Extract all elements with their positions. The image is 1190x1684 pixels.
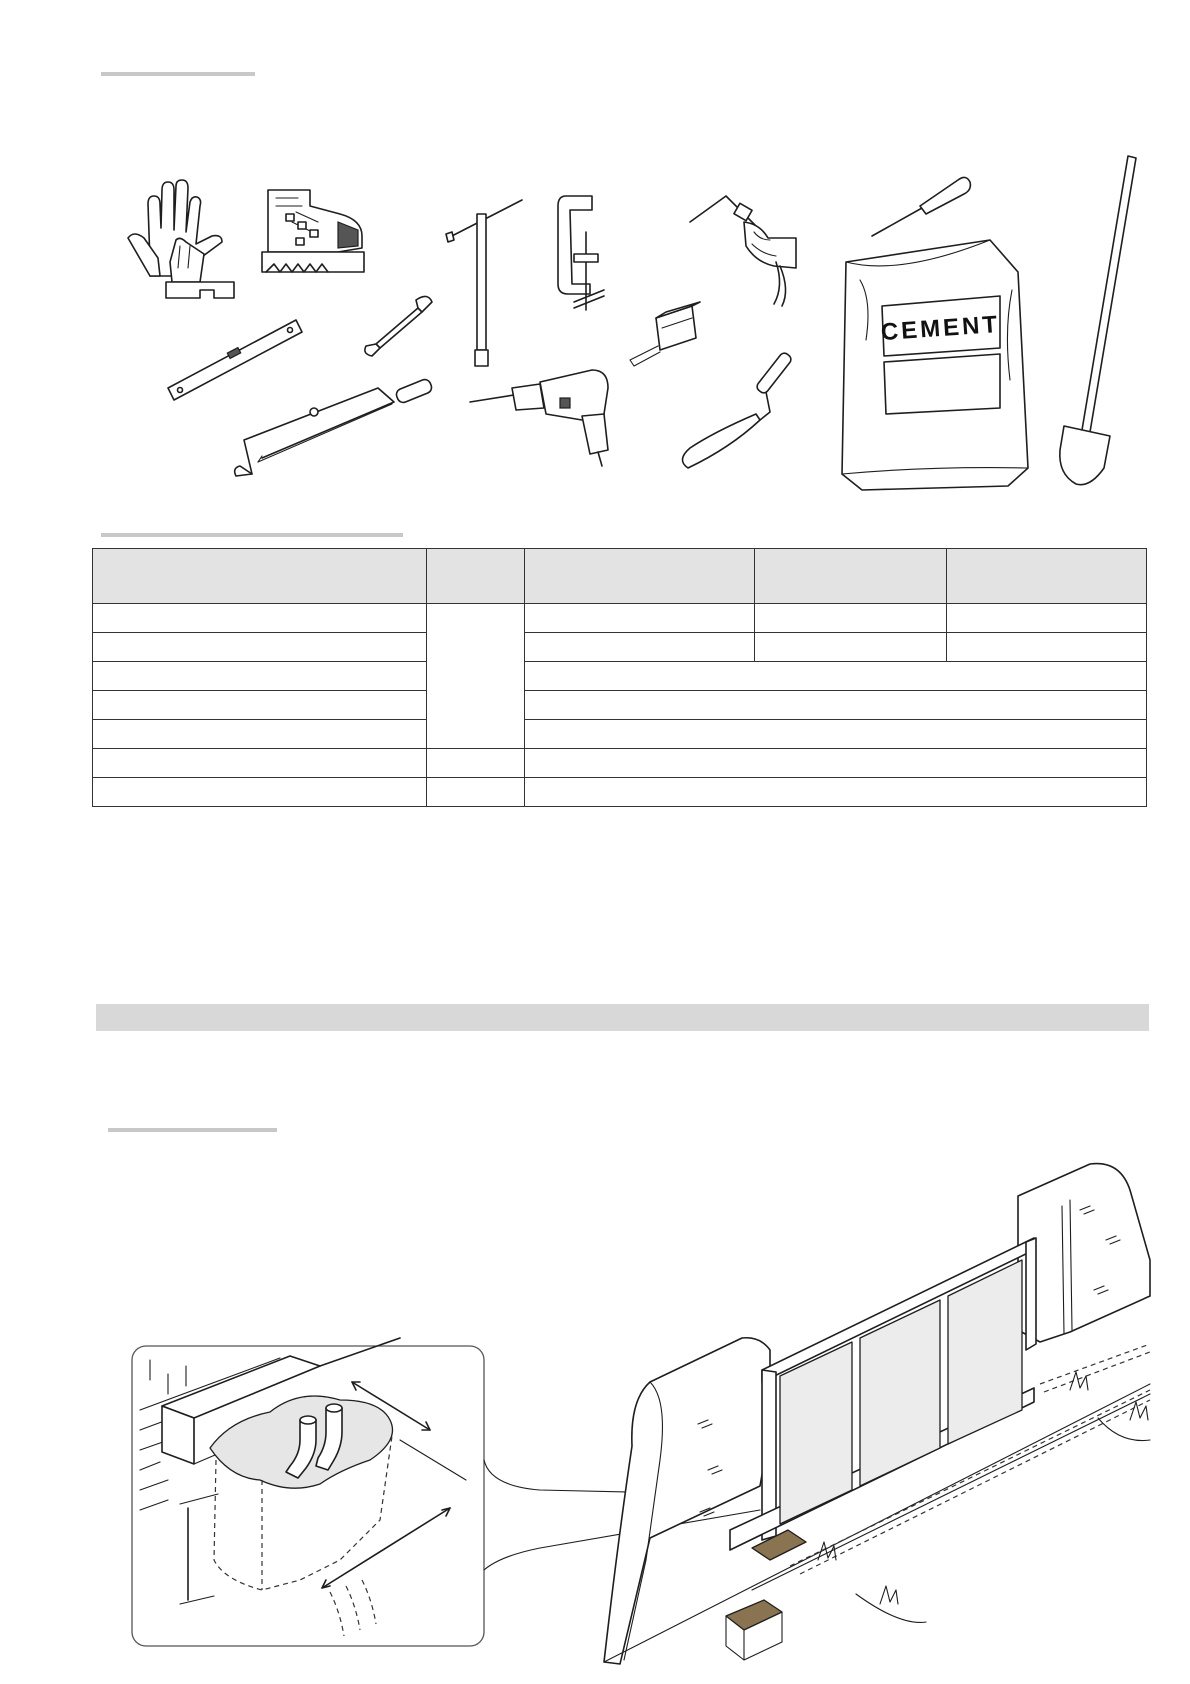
section-heading-band: [96, 1004, 1149, 1031]
table-cell: [755, 604, 947, 633]
table-row: [93, 662, 1147, 691]
c-clamp-icon: [558, 196, 604, 310]
trowel-icon: [682, 351, 792, 468]
hacksaw-icon: [235, 378, 434, 476]
table-cell: [947, 633, 1147, 662]
right-pillar: [1018, 1164, 1150, 1342]
table-header-cell: [755, 549, 947, 604]
electric-drill-icon: [470, 370, 608, 466]
table-row: [93, 778, 1147, 807]
spec-table: [92, 548, 1147, 807]
tape-measure-icon: [630, 302, 700, 366]
table-cell: [947, 604, 1147, 633]
table-row: [93, 691, 1147, 720]
installation-illustration: [0, 1170, 1190, 1680]
table-cell: [755, 633, 947, 662]
table-header-cell: [93, 549, 427, 604]
table-cell: [525, 749, 1147, 778]
shovel-icon: [1060, 156, 1136, 485]
table-cell: [525, 720, 1147, 749]
table-header-cell: [525, 549, 755, 604]
table-row: [93, 720, 1147, 749]
table-cell: [93, 633, 427, 662]
table-cell: [93, 749, 427, 778]
table-cell: [525, 633, 755, 662]
sliding-gate: [730, 1238, 1036, 1550]
open-wrench-icon: [365, 296, 432, 356]
screwdriver-icon: [872, 177, 970, 236]
table-cell: [93, 691, 427, 720]
motor-base-pit: [726, 1530, 806, 1660]
table-header-row: [93, 549, 1147, 604]
cement-label: CEMENT: [880, 310, 1001, 347]
table-header-cell: [427, 549, 525, 604]
table-cell: [525, 691, 1147, 720]
table-header-cell: [947, 549, 1147, 604]
table-cell: [93, 778, 427, 807]
table-cell: [525, 604, 755, 633]
table-cell: [93, 720, 427, 749]
table-cell: [427, 778, 525, 807]
table-cell: [93, 662, 427, 691]
table-row: [93, 633, 1147, 662]
table-cell: [525, 662, 1147, 691]
section-rule-table: [101, 533, 403, 537]
section-rule-installation: [108, 1128, 277, 1132]
table-cell: [427, 749, 525, 778]
gloves-icon: [128, 180, 234, 298]
spirit-level-icon: [168, 320, 302, 400]
table-cell: [427, 604, 525, 749]
t-wrench-icon: [446, 200, 522, 366]
safety-boot-icon: [262, 190, 364, 272]
table-cell: [93, 604, 427, 633]
table-row: [93, 604, 1147, 633]
table-cell: [525, 778, 1147, 807]
foundation-detail-inset: [132, 1338, 484, 1646]
tools-illustration: [0, 0, 1190, 520]
cement-bag-icon: [842, 240, 1028, 490]
welding-torch-icon: [690, 196, 796, 306]
table-row: [93, 749, 1147, 778]
